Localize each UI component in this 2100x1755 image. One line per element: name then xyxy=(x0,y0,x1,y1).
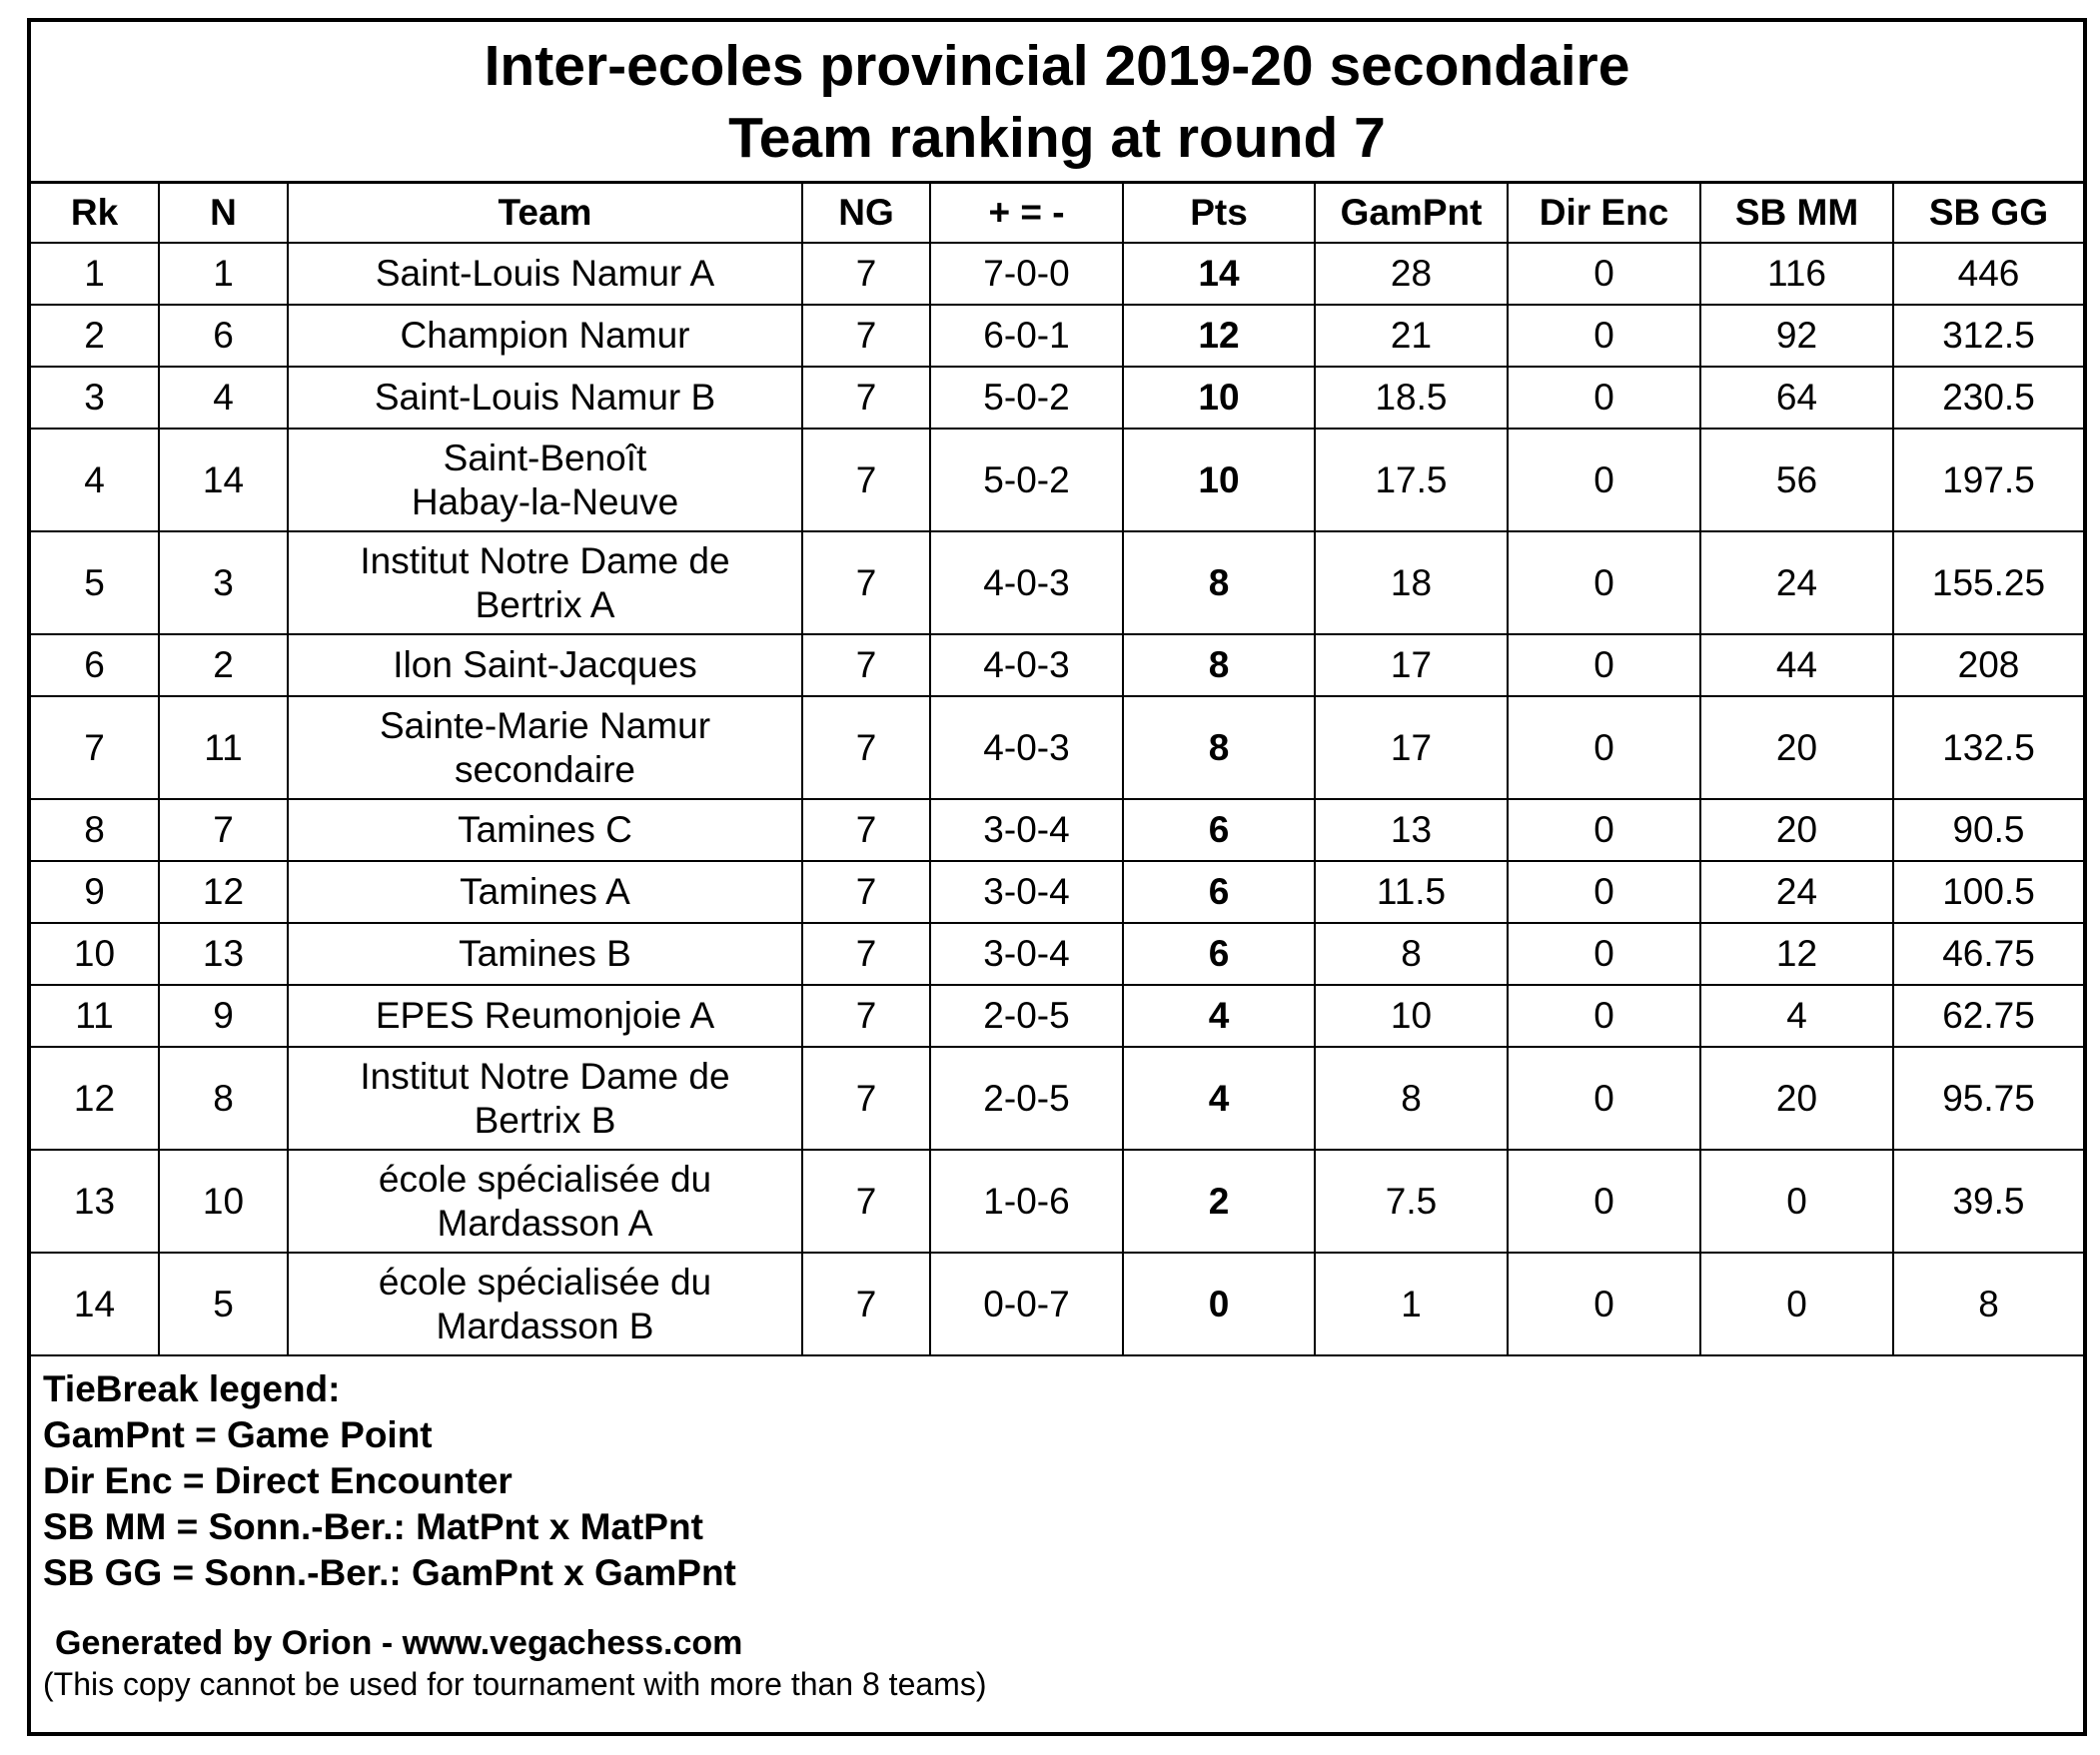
sbmm-cell: 20 xyxy=(1700,1047,1893,1150)
direnc-cell: 0 xyxy=(1508,1150,1700,1253)
table-row xyxy=(31,923,2083,985)
record-cell: 3-0-4 xyxy=(930,923,1123,985)
team-cell xyxy=(288,861,802,923)
column-header: NG xyxy=(802,184,930,243)
table-row xyxy=(31,531,2083,634)
team-name-line: Sainte-Marie Namur xyxy=(379,704,711,746)
team-name-line: Tamines B xyxy=(459,933,631,974)
sbgg-cell: 39.5 xyxy=(1893,1150,2083,1253)
sbmm-cell: 44 xyxy=(1700,634,1893,696)
rank-cell: 8 xyxy=(31,799,159,861)
gampnt-cell: 8 xyxy=(1315,923,1508,985)
gampnt-cell: 13 xyxy=(1315,799,1508,861)
column-header: SB MM xyxy=(1700,184,1893,243)
column-header: + = - xyxy=(930,184,1123,243)
record-cell: 5-0-2 xyxy=(930,429,1123,531)
gampnt-cell: 11.5 xyxy=(1315,861,1508,923)
column-header: SB GG xyxy=(1893,184,2083,243)
sbgg-cell: 100.5 xyxy=(1893,861,2083,923)
record-cell: 7-0-0 xyxy=(930,243,1123,305)
rank-cell: 2 xyxy=(31,305,159,367)
team-name-line: Champion Namur xyxy=(400,315,690,356)
legend-item: Dir Enc = Direct Encounter xyxy=(43,1460,513,1501)
sbgg-cell: 62.75 xyxy=(1893,985,2083,1047)
rank-cell: 7 xyxy=(31,696,159,799)
sbmm-cell: 4 xyxy=(1700,985,1893,1047)
direnc-cell: 0 xyxy=(1508,634,1700,696)
sbmm-cell: 12 xyxy=(1700,923,1893,985)
rank-cell: 12 xyxy=(31,1047,159,1150)
team-name-line: Ilon Saint-Jacques xyxy=(393,644,697,685)
points-cell: 10 xyxy=(1123,367,1315,429)
points-cell: 8 xyxy=(1123,696,1315,799)
rank-cell: 6 xyxy=(31,634,159,696)
team-cell xyxy=(288,634,802,696)
rank-cell: 1 xyxy=(31,243,159,305)
team-cell xyxy=(288,1150,802,1253)
sbmm-cell: 64 xyxy=(1700,367,1893,429)
sbgg-cell: 230.5 xyxy=(1893,367,2083,429)
column-header: Team xyxy=(288,184,802,243)
direnc-cell: 0 xyxy=(1508,923,1700,985)
gampnt-cell: 8 xyxy=(1315,1047,1508,1150)
record-cell: 4-0-3 xyxy=(930,531,1123,634)
rank-cell: 11 xyxy=(31,985,159,1047)
number-cell: 4 xyxy=(159,367,288,429)
points-cell: 6 xyxy=(1123,861,1315,923)
rank-cell: 13 xyxy=(31,1150,159,1253)
gampnt-cell: 28 xyxy=(1315,243,1508,305)
record-cell: 5-0-2 xyxy=(930,367,1123,429)
record-cell: 3-0-4 xyxy=(930,799,1123,861)
points-cell: 6 xyxy=(1123,923,1315,985)
team-name-line: Institut Notre Dame de xyxy=(360,1055,730,1097)
team-cell xyxy=(288,305,802,367)
gampnt-cell: 10 xyxy=(1315,985,1508,1047)
direnc-cell: 0 xyxy=(1508,799,1700,861)
title-block xyxy=(31,22,2083,184)
gampnt-cell: 17 xyxy=(1315,634,1508,696)
gampnt-cell: 17 xyxy=(1315,696,1508,799)
direnc-cell: 0 xyxy=(1508,243,1700,305)
gampnt-cell: 7.5 xyxy=(1315,1150,1508,1253)
sbgg-cell: 197.5 xyxy=(1893,429,2083,531)
direnc-cell: 0 xyxy=(1508,367,1700,429)
sbmm-cell: 20 xyxy=(1700,696,1893,799)
sbgg-cell: 132.5 xyxy=(1893,696,2083,799)
games-cell: 7 xyxy=(802,799,930,861)
team-name-line: école spécialisée du xyxy=(378,1158,712,1200)
games-cell: 7 xyxy=(802,696,930,799)
games-cell: 7 xyxy=(802,429,930,531)
record-cell: 0-0-7 xyxy=(930,1253,1123,1355)
team-name-line: EPES Reumonjoie A xyxy=(375,995,715,1036)
direnc-cell: 0 xyxy=(1508,1253,1700,1355)
gampnt-cell: 18.5 xyxy=(1315,367,1508,429)
games-cell: 7 xyxy=(802,305,930,367)
team-cell xyxy=(288,531,802,634)
license-notice: (This copy cannot be used for tournament with more than 8 teams) xyxy=(43,1666,987,1702)
column-header: Dir Enc xyxy=(1508,184,1700,243)
table-row xyxy=(31,1047,2083,1150)
sbmm-cell: 0 xyxy=(1700,1253,1893,1355)
table-header-row xyxy=(31,184,2083,243)
games-cell: 7 xyxy=(802,923,930,985)
team-name-line: Institut Notre Dame de xyxy=(360,539,730,581)
points-cell: 14 xyxy=(1123,243,1315,305)
team-name-line: Saint-Louis Namur A xyxy=(375,253,715,294)
legend-item: GamPnt = Game Point xyxy=(43,1414,433,1455)
points-cell: 0 xyxy=(1123,1253,1315,1355)
sbgg-cell: 46.75 xyxy=(1893,923,2083,985)
table-row xyxy=(31,429,2083,531)
team-name-line: Bertrix A xyxy=(475,583,615,625)
direnc-cell: 0 xyxy=(1508,861,1700,923)
table-body xyxy=(31,243,2083,1355)
games-cell: 7 xyxy=(802,1150,930,1253)
team-name-line: Bertrix B xyxy=(474,1099,616,1141)
games-cell: 7 xyxy=(802,243,930,305)
points-cell: 4 xyxy=(1123,1047,1315,1150)
page-title: Inter-ecoles provincial 2019-20 secondaire xyxy=(484,34,1630,98)
sbgg-cell: 95.75 xyxy=(1893,1047,2083,1150)
table-row xyxy=(31,367,2083,429)
sbgg-cell: 312.5 xyxy=(1893,305,2083,367)
column-header: GamPnt xyxy=(1315,184,1508,243)
games-cell: 7 xyxy=(802,634,930,696)
number-cell: 5 xyxy=(159,1253,288,1355)
sbgg-cell: 208 xyxy=(1893,634,2083,696)
table-row xyxy=(31,861,2083,923)
sbgg-cell: 8 xyxy=(1893,1253,2083,1355)
sbmm-cell: 24 xyxy=(1700,861,1893,923)
number-cell: 7 xyxy=(159,799,288,861)
team-name-line: Saint-Louis Namur B xyxy=(374,377,716,418)
table-row xyxy=(31,1253,2083,1355)
gampnt-cell: 21 xyxy=(1315,305,1508,367)
games-cell: 7 xyxy=(802,1047,930,1150)
ranking-sheet xyxy=(27,18,2087,1736)
record-cell: 2-0-5 xyxy=(930,1047,1123,1150)
games-cell: 7 xyxy=(802,1253,930,1355)
number-cell: 6 xyxy=(159,305,288,367)
team-cell xyxy=(288,696,802,799)
ranking-table xyxy=(31,184,2083,1356)
gampnt-cell: 17.5 xyxy=(1315,429,1508,531)
table-row xyxy=(31,1150,2083,1253)
games-cell: 7 xyxy=(802,985,930,1047)
team-name-line: Tamines C xyxy=(458,809,632,850)
record-cell: 3-0-4 xyxy=(930,861,1123,923)
direnc-cell: 0 xyxy=(1508,531,1700,634)
direnc-cell: 0 xyxy=(1508,985,1700,1047)
number-cell: 12 xyxy=(159,861,288,923)
team-name-line: école spécialisée du xyxy=(378,1261,712,1303)
rank-cell: 10 xyxy=(31,923,159,985)
sbgg-cell: 446 xyxy=(1893,243,2083,305)
points-cell: 4 xyxy=(1123,985,1315,1047)
sbmm-cell: 56 xyxy=(1700,429,1893,531)
points-cell: 12 xyxy=(1123,305,1315,367)
team-cell xyxy=(288,243,802,305)
points-cell: 8 xyxy=(1123,634,1315,696)
direnc-cell: 0 xyxy=(1508,305,1700,367)
team-cell xyxy=(288,985,802,1047)
team-name-line: Mardasson B xyxy=(436,1305,654,1346)
number-cell: 8 xyxy=(159,1047,288,1150)
rank-cell: 5 xyxy=(31,531,159,634)
team-cell xyxy=(288,429,802,531)
gampnt-cell: 1 xyxy=(1315,1253,1508,1355)
record-cell: 4-0-3 xyxy=(930,696,1123,799)
rank-cell: 14 xyxy=(31,1253,159,1355)
number-cell: 11 xyxy=(159,696,288,799)
team-name-line: Mardasson A xyxy=(437,1202,653,1244)
team-cell xyxy=(288,923,802,985)
table-row xyxy=(31,985,2083,1047)
team-cell xyxy=(288,1253,802,1355)
legend-heading: TieBreak legend: xyxy=(43,1368,341,1409)
number-cell: 9 xyxy=(159,985,288,1047)
record-cell: 6-0-1 xyxy=(930,305,1123,367)
points-cell: 8 xyxy=(1123,531,1315,634)
sbmm-cell: 116 xyxy=(1700,243,1893,305)
team-name-line: Saint-Benoît xyxy=(443,437,647,478)
team-name-line: secondaire xyxy=(454,748,635,790)
points-cell: 2 xyxy=(1123,1150,1315,1253)
footer xyxy=(31,1596,2083,1704)
rank-cell: 4 xyxy=(31,429,159,531)
sbmm-cell: 92 xyxy=(1700,305,1893,367)
column-header: Pts xyxy=(1123,184,1315,243)
direnc-cell: 0 xyxy=(1508,696,1700,799)
generated-by-text: Generated by Orion - www.vegachess.com xyxy=(55,1624,743,1662)
direnc-cell: 0 xyxy=(1508,429,1700,531)
tiebreak-legend xyxy=(31,1356,2083,1596)
games-cell: 7 xyxy=(802,861,930,923)
page-subtitle: Team ranking at round 7 xyxy=(728,106,1386,170)
number-cell: 2 xyxy=(159,634,288,696)
sbmm-cell: 20 xyxy=(1700,799,1893,861)
table-row xyxy=(31,243,2083,305)
legend-item: SB MM = Sonn.-Ber.: MatPnt x MatPnt xyxy=(43,1506,703,1547)
record-cell: 2-0-5 xyxy=(930,985,1123,1047)
games-cell: 7 xyxy=(802,531,930,634)
record-cell: 1-0-6 xyxy=(930,1150,1123,1253)
team-name-line: Tamines A xyxy=(460,871,630,912)
record-cell: 4-0-3 xyxy=(930,634,1123,696)
direnc-cell: 0 xyxy=(1508,1047,1700,1150)
sbmm-cell: 24 xyxy=(1700,531,1893,634)
number-cell: 10 xyxy=(159,1150,288,1253)
number-cell: 13 xyxy=(159,923,288,985)
rank-cell: 9 xyxy=(31,861,159,923)
gampnt-cell: 18 xyxy=(1315,531,1508,634)
column-header: N xyxy=(159,184,288,243)
games-cell: 7 xyxy=(802,367,930,429)
number-cell: 3 xyxy=(159,531,288,634)
sbgg-cell: 155.25 xyxy=(1893,531,2083,634)
team-cell xyxy=(288,799,802,861)
number-cell: 1 xyxy=(159,243,288,305)
number-cell: 14 xyxy=(159,429,288,531)
points-cell: 10 xyxy=(1123,429,1315,531)
table-row xyxy=(31,305,2083,367)
team-cell xyxy=(288,367,802,429)
team-name-line: Habay-la-Neuve xyxy=(411,480,679,522)
table-row xyxy=(31,799,2083,861)
sbgg-cell: 90.5 xyxy=(1893,799,2083,861)
sbmm-cell: 0 xyxy=(1700,1150,1893,1253)
table-row xyxy=(31,634,2083,696)
table-row xyxy=(31,696,2083,799)
rank-cell: 3 xyxy=(31,367,159,429)
legend-item: SB GG = Sonn.-Ber.: GamPnt x GamPnt xyxy=(43,1552,736,1593)
column-header: Rk xyxy=(31,184,159,243)
points-cell: 6 xyxy=(1123,799,1315,861)
team-cell xyxy=(288,1047,802,1150)
